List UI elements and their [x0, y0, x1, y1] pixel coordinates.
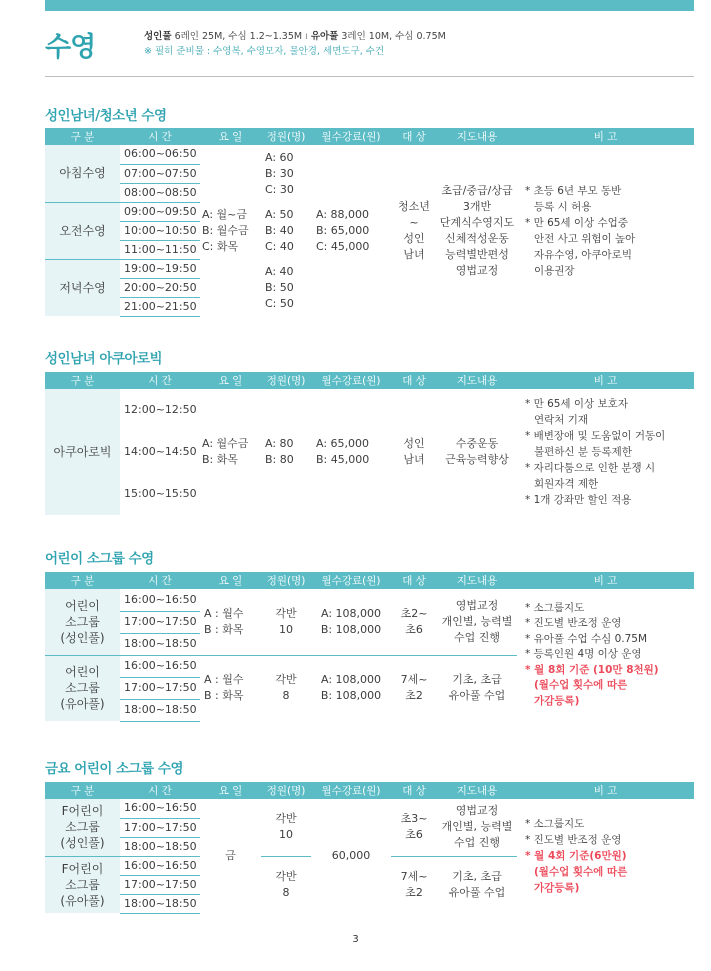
fee-a: A: 108,000	[320, 673, 382, 687]
note-highlight: (월수업 횟수에 따른	[534, 866, 628, 878]
content-line: 능력별반편성	[445, 247, 509, 261]
note-line: * 등록인원 4명 이상 운영	[525, 648, 642, 661]
content-line: 초급/중급/상급	[441, 183, 513, 197]
note-line: * 배변장애 및 도움없이 거동이	[525, 430, 666, 442]
top-accent-bar	[45, 0, 694, 11]
capacity-b: B: 30	[265, 166, 294, 180]
content-line: 신체적성운동	[445, 231, 509, 245]
col-days: 요 일	[200, 372, 261, 389]
note-line: 등록 시 허용	[534, 200, 592, 213]
fee-cell	[311, 389, 391, 515]
category-line: 어린이	[65, 598, 100, 613]
time-slot: 14:00~14:50	[124, 445, 197, 458]
capacity-c: C: 40	[265, 239, 294, 253]
kids-pool-desc: 3레인 10M, 수심 0.75M	[341, 31, 446, 42]
category-line: (성인풀)	[60, 630, 105, 645]
fee-cell	[311, 655, 391, 721]
target-line: 남녀	[403, 453, 425, 466]
page-title: 수영	[45, 32, 96, 63]
note-line: 회원자격 제한	[534, 478, 599, 490]
time-slot: 18:00~18:50	[120, 894, 200, 913]
category-line: 소그룹	[65, 681, 100, 696]
time-slot: 06:00~06:50	[120, 145, 200, 164]
notes-cell	[517, 145, 694, 316]
target-line: 성인	[403, 231, 425, 245]
col-fee: 월수강료(원)	[311, 572, 391, 589]
kids-group-table	[45, 572, 694, 722]
capacity-line: 10	[279, 828, 293, 842]
content-line: 유아풀 수업	[448, 885, 506, 899]
time-slot: 16:00~16:50	[120, 856, 200, 875]
note-line: 이용권장	[534, 264, 575, 277]
content-line: 개인별, 능력별	[441, 820, 513, 834]
header-divider	[45, 76, 694, 77]
col-capacity: 정원(명)	[261, 572, 311, 589]
target-line: 7세~	[400, 869, 428, 883]
capacity-cell	[261, 389, 311, 515]
col-capacity: 정원(명)	[261, 128, 311, 145]
col-days: 요 일	[200, 782, 261, 799]
capacity-c: C: 30	[265, 182, 294, 196]
target-cell	[391, 655, 437, 721]
col-notes: 비 고	[517, 572, 694, 589]
fee-b: B: 108,000	[320, 622, 382, 636]
fee-b: B: 45,000	[316, 453, 370, 466]
note-line: 불편하신 분 등록제한	[534, 446, 632, 458]
content-line: 영법교정	[455, 598, 499, 612]
content-line: 영법교정	[455, 804, 499, 818]
col-time: 시 간	[120, 372, 200, 389]
col-fee: 월수강료(원)	[311, 782, 391, 799]
col-content: 지도내용	[437, 128, 517, 145]
days-b: B: 화목	[202, 453, 239, 466]
capacity-line: 8	[282, 885, 290, 899]
col-target: 대 상	[391, 782, 437, 799]
content-cell	[437, 589, 517, 655]
capacity-cell	[261, 655, 311, 721]
capacity-line: 각반	[275, 812, 297, 826]
capacity-a: A: 80	[265, 437, 294, 450]
category-line: 소그룹	[65, 614, 100, 629]
friday-kids-table	[45, 782, 694, 914]
content-line: 수업 진행	[453, 630, 500, 644]
content-line: 기초, 초급	[452, 673, 502, 687]
fee-b: B: 65,000	[316, 223, 370, 237]
col-time: 시 간	[120, 782, 200, 799]
target-cell	[391, 145, 437, 316]
section-title-adult-swim: 성인남녀/청소년 수영	[45, 108, 167, 124]
fee-cell: 60,000	[331, 849, 371, 862]
content-cell	[437, 145, 517, 316]
time-slot: 11:00~11:50	[120, 240, 200, 259]
time-slot: 12:00~12:50	[124, 403, 197, 416]
col-notes: 비 고	[517, 372, 694, 389]
target-line: 초2~	[400, 606, 428, 620]
day-cell: 금	[225, 849, 236, 862]
capacity-line: 10	[279, 622, 293, 636]
content-line: 수업 진행	[453, 836, 500, 850]
note-highlight: * 월 4회 기준(6만원)	[525, 850, 627, 862]
time-slot: 21:00~21:50	[120, 297, 200, 316]
category-line: (유아풀)	[60, 697, 105, 712]
col-time: 시 간	[120, 128, 200, 145]
category-friday-kids-pool	[45, 856, 120, 913]
col-target: 대 상	[391, 572, 437, 589]
category-kids-kids-pool	[45, 655, 120, 721]
fee-b: B: 108,000	[320, 689, 382, 703]
category-morning: 아침수영	[45, 145, 120, 202]
fee-a: A: 108,000	[320, 606, 382, 620]
time-slot: 10:00~10:50	[120, 221, 200, 240]
capacity-cell	[261, 856, 311, 913]
capacity-forenoon	[261, 202, 311, 259]
days-cell	[200, 589, 261, 655]
time-slot: 17:00~17:50	[120, 611, 200, 633]
time-slot: 09:00~09:50	[120, 202, 200, 221]
category-line: (성인풀)	[60, 836, 105, 851]
content-line: 유아풀 수업	[448, 689, 506, 703]
note-line: 안전 사고 위험이 높아	[534, 232, 636, 245]
time-slot: 19:00~19:50	[120, 259, 200, 278]
category-line: F어린이	[61, 861, 104, 876]
content-cell	[437, 655, 517, 721]
col-target: 대 상	[391, 372, 437, 389]
note-highlight: 가감등록)	[534, 694, 580, 707]
target-cell	[391, 856, 437, 913]
days-b: B: 월수금	[202, 223, 249, 237]
note-line: * 소그룹지도	[525, 601, 585, 614]
note-line: * 만 65세 이상 보호자	[525, 398, 628, 410]
col-category: 구 분	[45, 782, 120, 799]
time-slot: 17:00~17:50	[120, 677, 200, 699]
target-line: 초2	[405, 689, 423, 703]
target-cell	[391, 799, 437, 856]
content-line: 수중운동	[455, 437, 499, 450]
notes-cell	[517, 799, 694, 913]
content-line: 단계식수영지도	[439, 215, 515, 229]
category-forenoon: 오전수영	[45, 202, 120, 259]
col-category: 구 분	[45, 572, 120, 589]
note-line: * 진도별 반조정 운영	[525, 617, 622, 630]
content-cell	[437, 389, 517, 515]
category-friday-adult-pool	[45, 799, 120, 856]
note-highlight: * 월 8회 기준 (10만 8천원)	[525, 663, 659, 676]
category-aquarobic: 아쿠아로빅	[45, 389, 120, 515]
notes-cell	[517, 389, 694, 515]
time-slot: 20:00~20:50	[120, 278, 200, 297]
category-line: 어린이	[65, 665, 100, 680]
days-c: C: 화목	[202, 239, 239, 253]
target-line: 초2	[405, 885, 423, 899]
capacity-b: B: 80	[265, 453, 294, 466]
capacity-c: C: 50	[265, 296, 294, 310]
capacity-line: 8	[282, 689, 290, 703]
target-line: 성인	[403, 437, 425, 450]
capacity-a: A: 40	[265, 264, 294, 278]
col-days: 요 일	[200, 128, 261, 145]
days-b: B : 화목	[204, 622, 244, 636]
time-slot: 15:00~15:50	[124, 487, 197, 500]
kids-pool-label: 유아풀	[310, 31, 339, 42]
days-cell	[200, 389, 261, 515]
content-line: 3개반	[462, 199, 492, 213]
aquarobic-table	[45, 372, 694, 515]
note-line: * 소그룹지도	[525, 818, 585, 830]
time-slot: 16:00~16:50	[120, 799, 200, 818]
fee-c: C: 45,000	[316, 239, 370, 253]
target-line: ~	[409, 215, 419, 229]
content-line: 개인별, 능력별	[441, 614, 513, 628]
time-slot: 17:00~17:50	[120, 818, 200, 837]
capacity-cell	[261, 799, 311, 856]
capacity-line: 각반	[275, 606, 297, 620]
required-items-note: ※ 필히 준비물 : 수영복, 수영모자, 물안경, 세면도구, 수건	[144, 46, 385, 57]
content-cell	[437, 856, 517, 913]
target-line: 초6	[405, 622, 423, 636]
note-line: * 유아풀 수업 수심 0.75M	[525, 632, 648, 645]
col-notes: 비 고	[517, 782, 694, 799]
target-line: 남녀	[403, 247, 425, 261]
category-line: 소그룹	[65, 877, 100, 892]
days-a: A : 월수	[204, 606, 244, 620]
time-slot: 08:00~08:50	[120, 183, 200, 202]
col-notes: 비 고	[517, 128, 694, 145]
fee-a: A: 88,000	[316, 207, 370, 221]
target-line: 청소년	[398, 199, 430, 213]
adult-swim-table	[45, 128, 694, 317]
capacity-evening	[261, 259, 311, 316]
col-category: 구 분	[45, 128, 120, 145]
section-title-aquarobic: 성인남녀 아쿠아로빅	[45, 351, 163, 367]
note-line: 연락처 기재	[534, 414, 589, 426]
days-a: A: 월수금	[202, 437, 249, 450]
note-highlight: 가감등록)	[534, 882, 580, 894]
note-line: * 만 65세 이상 수업중	[525, 216, 628, 229]
col-fee: 월수강료(원)	[311, 372, 391, 389]
target-cell	[391, 389, 437, 515]
col-content: 지도내용	[437, 782, 517, 799]
col-target: 대 상	[391, 128, 437, 145]
adult-pool-label: 성인풀	[144, 31, 172, 42]
target-cell	[391, 589, 437, 655]
fee-a: A: 65,000	[316, 437, 370, 450]
note-line: * 초등 6년 부모 동반	[525, 184, 622, 197]
note-line: * 진도별 반조정 운영	[525, 834, 622, 846]
category-kids-adult-pool	[45, 589, 120, 655]
capacity-b: B: 40	[265, 223, 294, 237]
adult-pool-desc: 6레인 25M, 수심 1.2~1.35M	[174, 31, 303, 42]
content-line: 기초, 초급	[452, 869, 502, 883]
section-title-kids-group: 어린이 소그룹 수영	[45, 551, 154, 567]
days-cell	[200, 655, 261, 721]
target-line: 7세~	[400, 673, 428, 687]
days-b: B : 화목	[204, 689, 244, 703]
note-line: 자유수영, 아쿠아로빅	[534, 248, 632, 261]
capacity-line: 각반	[275, 869, 297, 883]
time-slot: 16:00~16:50	[120, 655, 200, 677]
days-cell	[200, 145, 261, 316]
col-capacity: 정원(명)	[261, 372, 311, 389]
category-line: (유아풀)	[60, 893, 105, 908]
time-slot: 17:00~17:50	[120, 875, 200, 894]
content-line: 근육능력향상	[445, 453, 509, 466]
target-line: 초6	[405, 828, 423, 842]
col-time: 시 간	[120, 572, 200, 589]
col-category: 구 분	[45, 372, 120, 389]
capacity-cell	[261, 589, 311, 655]
time-slot: 16:00~16:50	[120, 589, 200, 611]
col-content: 지도내용	[437, 572, 517, 589]
time-slot: 07:00~07:50	[120, 164, 200, 183]
col-days: 요 일	[200, 572, 261, 589]
days-a: A: 월~금	[202, 207, 248, 221]
col-fee: 월수강료(원)	[311, 128, 391, 145]
category-evening: 저녁수영	[45, 259, 120, 316]
capacity-line: 각반	[275, 673, 297, 687]
capacity-a: A: 50	[265, 207, 294, 221]
section-title-friday-kids: 금요 어린이 소그룹 수영	[45, 761, 184, 777]
capacity-a: A: 60	[265, 150, 294, 164]
note-highlight: (월수업 횟수에 따른	[534, 679, 628, 692]
time-slot: 18:00~18:50	[120, 699, 200, 721]
col-capacity: 정원(명)	[261, 782, 311, 799]
time-slot: 18:00~18:50	[120, 837, 200, 856]
category-line: 소그룹	[65, 820, 100, 835]
notes-cell	[517, 589, 694, 721]
fee-cell	[311, 589, 391, 655]
target-line: 초3~	[400, 812, 428, 826]
capacity-b: B: 50	[265, 280, 294, 294]
time-slot: 18:00~18:50	[120, 633, 200, 655]
content-line: 영법교정	[455, 263, 499, 277]
col-content: 지도내용	[437, 372, 517, 389]
pool-info: 성인풀 6레인 25M, 수심 1.2~1.35M ı 유아풀 3레인 10M, 수심 0.75M ※ 필히 준비물 : 수영복, 수영모자, 물안경, 세면도구, 수건	[144, 31, 446, 57]
category-line: F어린이	[61, 804, 104, 819]
note-line: * 자리다툼으로 인한 분쟁 시	[525, 462, 656, 474]
days-a: A : 월수	[204, 673, 244, 687]
capacity-morning	[261, 145, 311, 202]
note-line: * 1개 강좌만 할인 적용	[525, 494, 632, 506]
fee-cell	[311, 145, 391, 316]
page-number: 3	[352, 934, 359, 945]
content-cell	[437, 799, 517, 856]
